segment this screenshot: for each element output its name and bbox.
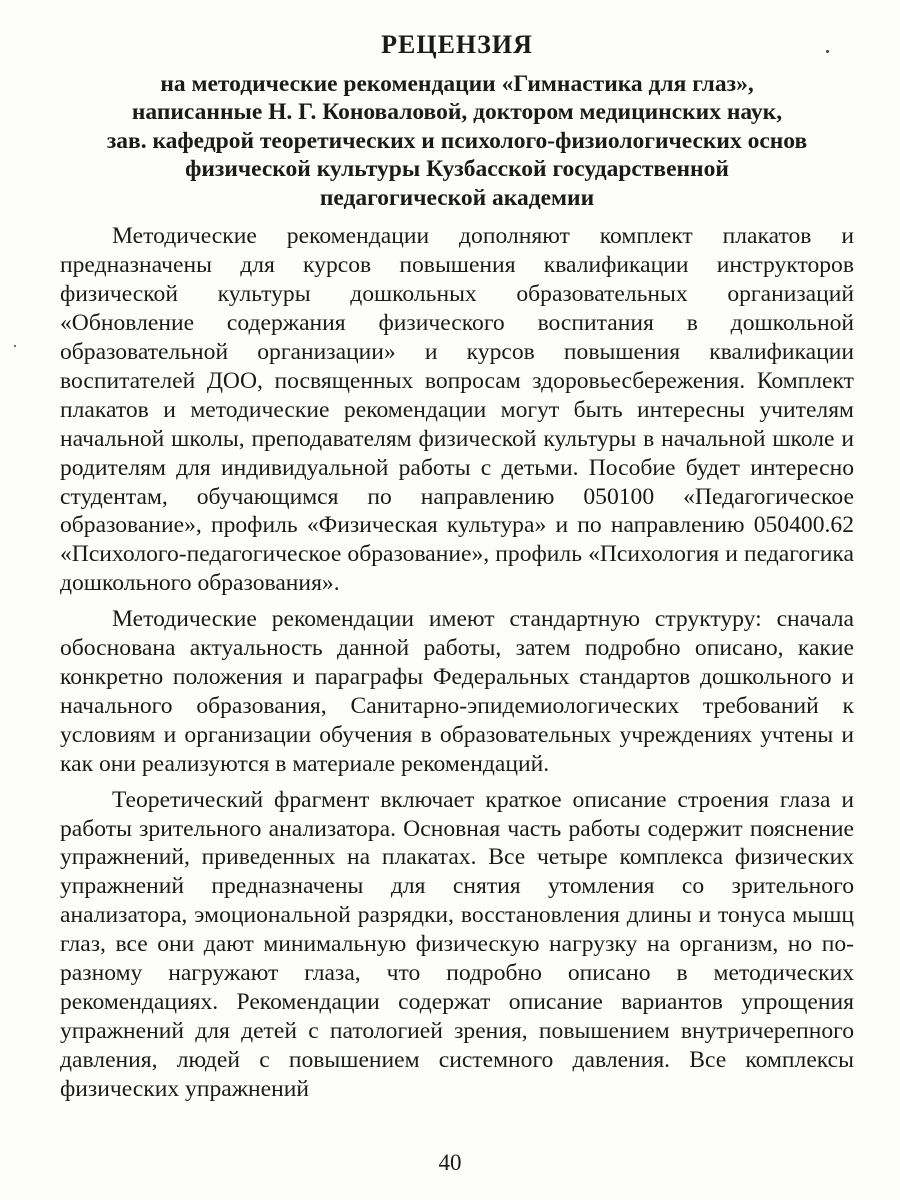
body-text (60, 222, 854, 1103)
subtitle-line: зав. кафедрой теоретических и психолого-физиологических основ (106, 127, 808, 154)
document-page (60, 30, 854, 1111)
review-subtitle (60, 70, 854, 213)
review-title: РЕЦЕНЗИЯ (381, 30, 533, 59)
paragraph: Теоретический фрагмент включает краткое описание строения глаза и работы зрительного анализатора. Основная часть работы содержит пояснение упражнений, приведенных на плакатах. Все четыре комплекса физических упражнений предназначены для снятия утомления со зрительного анализатора, эмоциональной разрядки, восстановления длины и тонуса мышц глаз, все они дают минимальную физическую нагрузку на организм, но по-разному нагружают глаза, что подробно описано в методических рекомендациях. Рекомендации содержат описание вариантов упрощения упражнений для детей с патологией зрения, повышением внутричерепного давления, людей с повышением системного давления. Все комплексы физических упражнений (60, 786, 854, 1102)
scan-speck (14, 345, 16, 347)
paragraph: Методические рекомендации имеют стандартную структуру: сначала обоснована актуальность данной работы, затем подробно описано, какие конкретно положения и параграфы Федеральных стандартов дошкольного и начального образования, Санитарно-эпидемиологических требований к условиям и организации обучения в образовательных учреждениях учтены и как они реализуются в материале рекомендаций. (60, 606, 854, 777)
subtitle-line: написанные Н. Г. Коноваловой, доктором медицинских наук, (131, 99, 783, 126)
subtitle-line: физической культуры Кузбасской государственной (185, 156, 729, 183)
subtitle-line: педагогической академии (319, 184, 595, 211)
page-number: 40 (438, 1150, 462, 1175)
paragraph: Методические рекомендации дополняют комплект плакатов и предназначены для курсов повышения квалификации инструкторов физической культуры дошкольных образовательных организаций «Обновление содержания физического воспитания в дошкольной образовательной организации» и курсов повышения квалификации воспитателей ДОО, посвященных вопросам здоровьесбережения. Комплект плакатов и методические рекомендации могут быть интересны учителям начальной школы, преподавателям физической культуры в начальной школе и родителям для индивидуальной работы с детьми. Пособие будет интересно студентам, обучающимся по направлению 050100 «Педагогическое образование», профиль «Физическая культура» и по направлению 050400.62 «Психолого-педагогическое образование», профиль «Психология и педагогика дошкольного образования». (60, 223, 854, 597)
subtitle-line: на методические рекомендации «Гимнастика для глаз», (160, 70, 754, 97)
